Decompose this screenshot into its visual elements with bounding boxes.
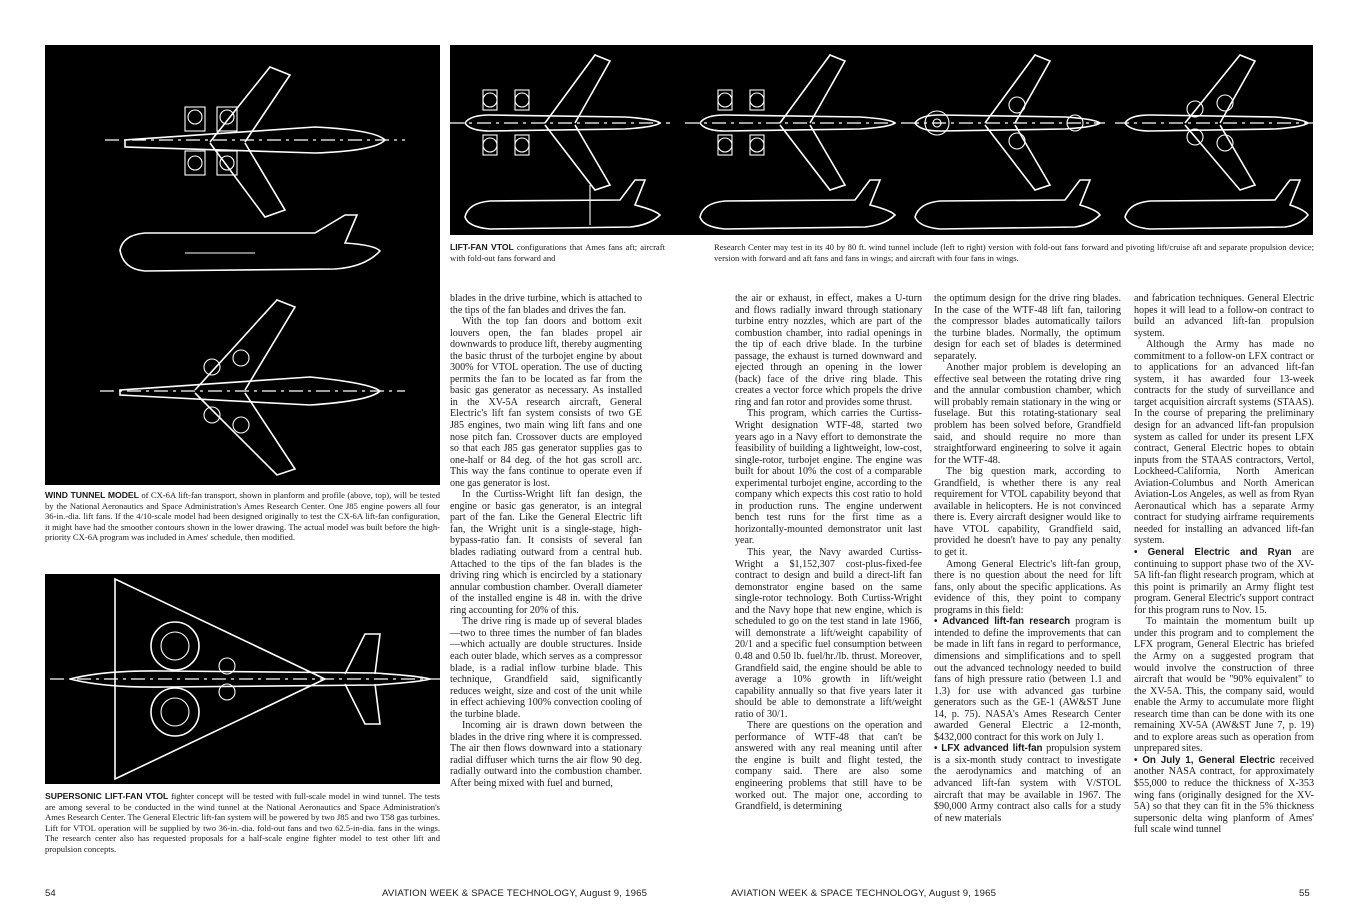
caption-lead: LIFT-FAN VTOL <box>450 242 514 252</box>
paragraph: and fabrication techniques. General Electric hopes it will lead to a follow-on contract to build an advanced lift-fan propulsion system. <box>1134 293 1314 339</box>
bullet-text: propulsion system is a six-month study contract to investigate the aerodynamics and matching of an advanced lift-fan system with V/STOL aircraft that may be available in 1967. The $90,000 Army contract also calls for a study of new materials <box>934 743 1121 824</box>
paragraph: To maintain the momentum built up under this program and to complement the LFX program, General Electric has briefed the Army on a suggested program that would involve the construction of three aircraft that would be "90% equivalent" to the XV-5A. This, the company said, would enable the Army to accumulate more flight research time than can be done with its one remaining XV-5A (AW&ST June 7, p. 19) and to explore areas such as operation from unprepared sites. <box>1134 616 1314 755</box>
supersonic-figure <box>45 574 440 784</box>
article-column-1 <box>450 293 642 790</box>
paragraph: The drive ring is made up of several blades—two to three times the number of fan blades—which actually are double structures. Inside each outer blade, which serves as a compressor blade, is a radial inflow turbine blade. This technique, Grandfield said, significantly reduces weight, size and cost of the unit while in effect achieving 100% convection cooling of the turbine blade. <box>450 616 642 720</box>
supersonic-caption <box>45 791 440 855</box>
wind-tunnel-figure <box>45 45 440 485</box>
bullet-paragraph <box>934 616 1121 743</box>
bullet-paragraph <box>934 743 1121 824</box>
caption-text: configurations that Ames fans aft; aircraft with fold-out fans forward and <box>450 242 665 263</box>
paragraph: This program, which carries the Curtiss-Wright designation WTF-48, started two years ago in a Navy effort to demonstrate the feasibility of building a lightweight, low-cost, single-rotor, turbojet engine. The engine was built for about 10% the cost of a comparable experimental turbojet engine, according to the company which expects this cost ratio to hold in production runs. The engine underwent bench test runs for the first time as a horizontally-mounted demonstrator unit last year. <box>735 408 922 547</box>
supersonic-drawing <box>45 574 440 784</box>
bullet-lead: • General Electric and Ryan <box>1134 547 1292 559</box>
paragraph: Another major problem is developing an effective seal between the rotating drive ring and the annular combustion chamber, which will probably remain stationary in the wing or fuselage. But this rotating-stationary seal problem has been solved before, Grandfield said, and should require no more than straightforward engineering to solve it again for the WTF-48. <box>934 362 1121 466</box>
paragraph: In the Curtiss-Wright lift fan design, the engine or basic gas generator, is an integral part of the fan. Like the General Electric lift fan, the Wright unit is a single-stage, high-bypass-ratio fan. It consists of several fan blades radiating outward from a central hub. Attached to the tips of the fan blades is the driving ring which is encircled by a stationary annular combustion chamber. Overall diameter of the installed engine is 48 in. with the drive ring accounting for 20% of this. <box>450 489 642 616</box>
caption-text: fighter concept will be tested with full-scale model in wind tunnel. The tests are among several to be conducted in the wind tunnel at the National Aeronautics and Space Administration's Ames Research Center. The General Electric lift-fan system will be powered by two J85 and two T58 gas turbines. Lift for VTOL operation will be supplied by two 36-in.-dia. fold-out fans and two 62.5-in-dia. fans in the wings. The research center also has requested proposals for a half-scale engine fighter model to test other lift and propulsion concepts. <box>45 791 440 854</box>
right-masthead: AVIATION WEEK & SPACE TECHNOLOGY, August 9, 1965 <box>731 888 997 899</box>
paragraph: Incoming air is drawn down between the blades in the drive ring where it is compressed. The air then flows downward into a stationary radial diffuser which turns the air flow 90 deg. radially outward into the combustion chamber. After being mixed with fuel and burned, <box>450 720 642 789</box>
lift-fan-caption-right <box>714 242 1314 263</box>
bullet-paragraph <box>1134 755 1314 836</box>
caption-text: Research Center may test in its 40 by 80 ft. wind tunnel include (left to right) version with fold-out fans forward and pivoting lift/cruise aft and separate propulsion device; version with forward and aft fans and fans in wings; and aircraft with four fans in wings. <box>714 242 1314 263</box>
wind-tunnel-caption <box>45 490 440 543</box>
left-page-number: 54 <box>45 888 56 899</box>
bullet-lead: • Advanced lift-fan research <box>934 616 1071 628</box>
article-column-3 <box>934 293 1121 824</box>
bullet-lead: • LFX advanced lift-fan <box>934 743 1043 755</box>
article-column-2 <box>735 293 922 813</box>
paragraph: With the top fan doors and bottom exit louvers open, the fan blades propel air downwards to produce lift, thereby augmenting the basic thrust of the turbojet engine by about 300% for VTOL operation. The use of ducting permits the fan to be located as far from the basic gas generator as necessary. As installed in the XV-5A research aircraft, General Electric's lift fan system consists of two GE J85 engines, two main wing lift fans and one nose pitch fan. Crossover ducts are employed so that each J85 gas generator supplies gas to one-half or 84 deg. of the hot gas scroll arc. This way the fans continue to operate even if one gas generator is lost. <box>450 316 642 489</box>
right-page-number: 55 <box>1299 888 1310 899</box>
bullet-paragraph <box>1134 547 1314 616</box>
lift-fan-configurations-figure <box>450 45 1313 235</box>
bullet-text: program is intended to define the improvements that can be made in lift fans in regard to performance, dimensions and simplifications and to spell out the advanced technology needed to build fans of high pressure ratio (between 1.1 and 1.3) for use with advanced gas turbine generators such as the GE-1 (AW&ST June 14, p. 75). NASA's Ames Research Center awarded General Electric a 12-month, $432,000 contract for this work on July 1. <box>934 616 1121 743</box>
caption-lead: WIND TUNNEL MODEL <box>45 490 139 500</box>
left-masthead: AVIATION WEEK & SPACE TECHNOLOGY, August 9, 1965 <box>382 888 648 899</box>
article-column-4 <box>1134 293 1314 836</box>
wind-tunnel-drawing <box>45 45 440 485</box>
paragraph: Among General Electric's lift-fan group, there is no question about the need for lift fans, only about the specific applications. As evidence of this, they point to company programs in this field: <box>934 558 1121 616</box>
paragraph: There are questions on the operation and performance of WTF-48 that can't be answered with any real meaning until after the engine is built and flight tested, the company said. There are also some engineering problems that still have to be worked out. The major one, according to Grandfield, is determining <box>735 720 922 813</box>
paragraph: blades in the drive turbine, which is attached to the tips of the fan blades and drives the fan. <box>450 293 642 316</box>
configurations-drawing <box>450 45 1313 235</box>
bullet-text: received another NASA contract, for approximately $55,000 to reduce the thickness of X-353 wing fans (originally designed for the XV-5A) so that they can fit in the 5% thickness supersonic delta wing planform of Ames' full scale wind tunnel <box>1134 754 1314 836</box>
bullet-lead: • On July 1, General Electric <box>1134 754 1276 766</box>
paragraph: the air or exhaust, in effect, makes a U-turn and flows radially inward through stationary turbine entry nozzles, which are part of the combustion chamber, into radial openings in the tip of each drive blade. In the turbine passage, the exhaust is turned downward and ejected through an opening in the lower (back) face of the drive ring blade. This creates a vector force which propels the drive ring and fan rotor and provides some thrust. <box>735 293 922 408</box>
paragraph: This year, the Navy awarded Curtiss-Wright a $1,152,307 cost-plus-fixed-fee contract to design and build a direct-lift fan demonstrator engine based on the same single-rotor technology. Both Curtiss-Wright and the Navy hope that new engine, which is scheduled to go on the test stand in late 1966, will demonstrate a lift/weight capability of 20/1 and a specific fuel consumption between 0.48 and 0.50 lb. fuel/hr./lb. thrust. Moreover, Grandfield said, the engine should be able to average a 10% growth in lift/weight capability annually so that five years later it should be able to demonstrate a lift/weight ratio of 30/1. <box>735 547 922 720</box>
paragraph: Although the Army has made no commitment to a follow-on LFX contract or to applications for an advanced lift-fan system, it has awarded four 13-week contracts for the study of surveillance and target acquisition aircraft systems (STAAS). In the course of preparing the preliminary design for an advanced lift-fan propulsion system as called for under its present LFX contract, General Electric hopes to obtain inputs from the STAAS contractors, Vertol, Lockheed-California, North American Aviation-Columbus and North American Aviation-Los Angeles, as well as from Ryan Aeronautical which has a separate Army contract for studying airframe requirements needed for installing an advanced lift-fan system. <box>1134 339 1314 547</box>
paragraph: The big question mark, according to Grandfield, is whether there is any real requirement for VTOL capability beyond that available in helicopters. He is not convinced there is. Every aircraft designer would like to have VTOL capability, Grandfield said, provided he doesn't have to pay any penalty to get it. <box>934 466 1121 559</box>
caption-lead: SUPERSONIC LIFT-FAN VTOL <box>45 791 169 801</box>
lift-fan-caption-left <box>450 242 665 263</box>
paragraph: the optimum design for the drive ring blades. In the case of the WTF-48 lift fan, tailoring the compressor blades automatically tailors the turbine blades. Normally, the optimum design for each set of blades is determined separately. <box>934 293 1121 362</box>
bullet-text: are continuing to support phase two of the XV-5A lift-fan flight research program, which at this point is primarily an Army flight test program. General Electric's support contract for this program runs to Nov. 15. <box>1134 547 1314 616</box>
caption-text: of CX-6A lift-fan transport, shown in planform and profile (above, top), will be tested by the National Aeronautics and Space Administration's Ames Research Center. One J85 engine powers all four 36-in.-dia. lift fans. If the 4/10-scale model had been designed originally to test the CX-6A lift-fan configuration, it might have had the smoother contours shown in the lower drawing. The actual model was built before the high-priority CX-6A program was included in Ames' schedule, then modified. <box>45 490 440 543</box>
